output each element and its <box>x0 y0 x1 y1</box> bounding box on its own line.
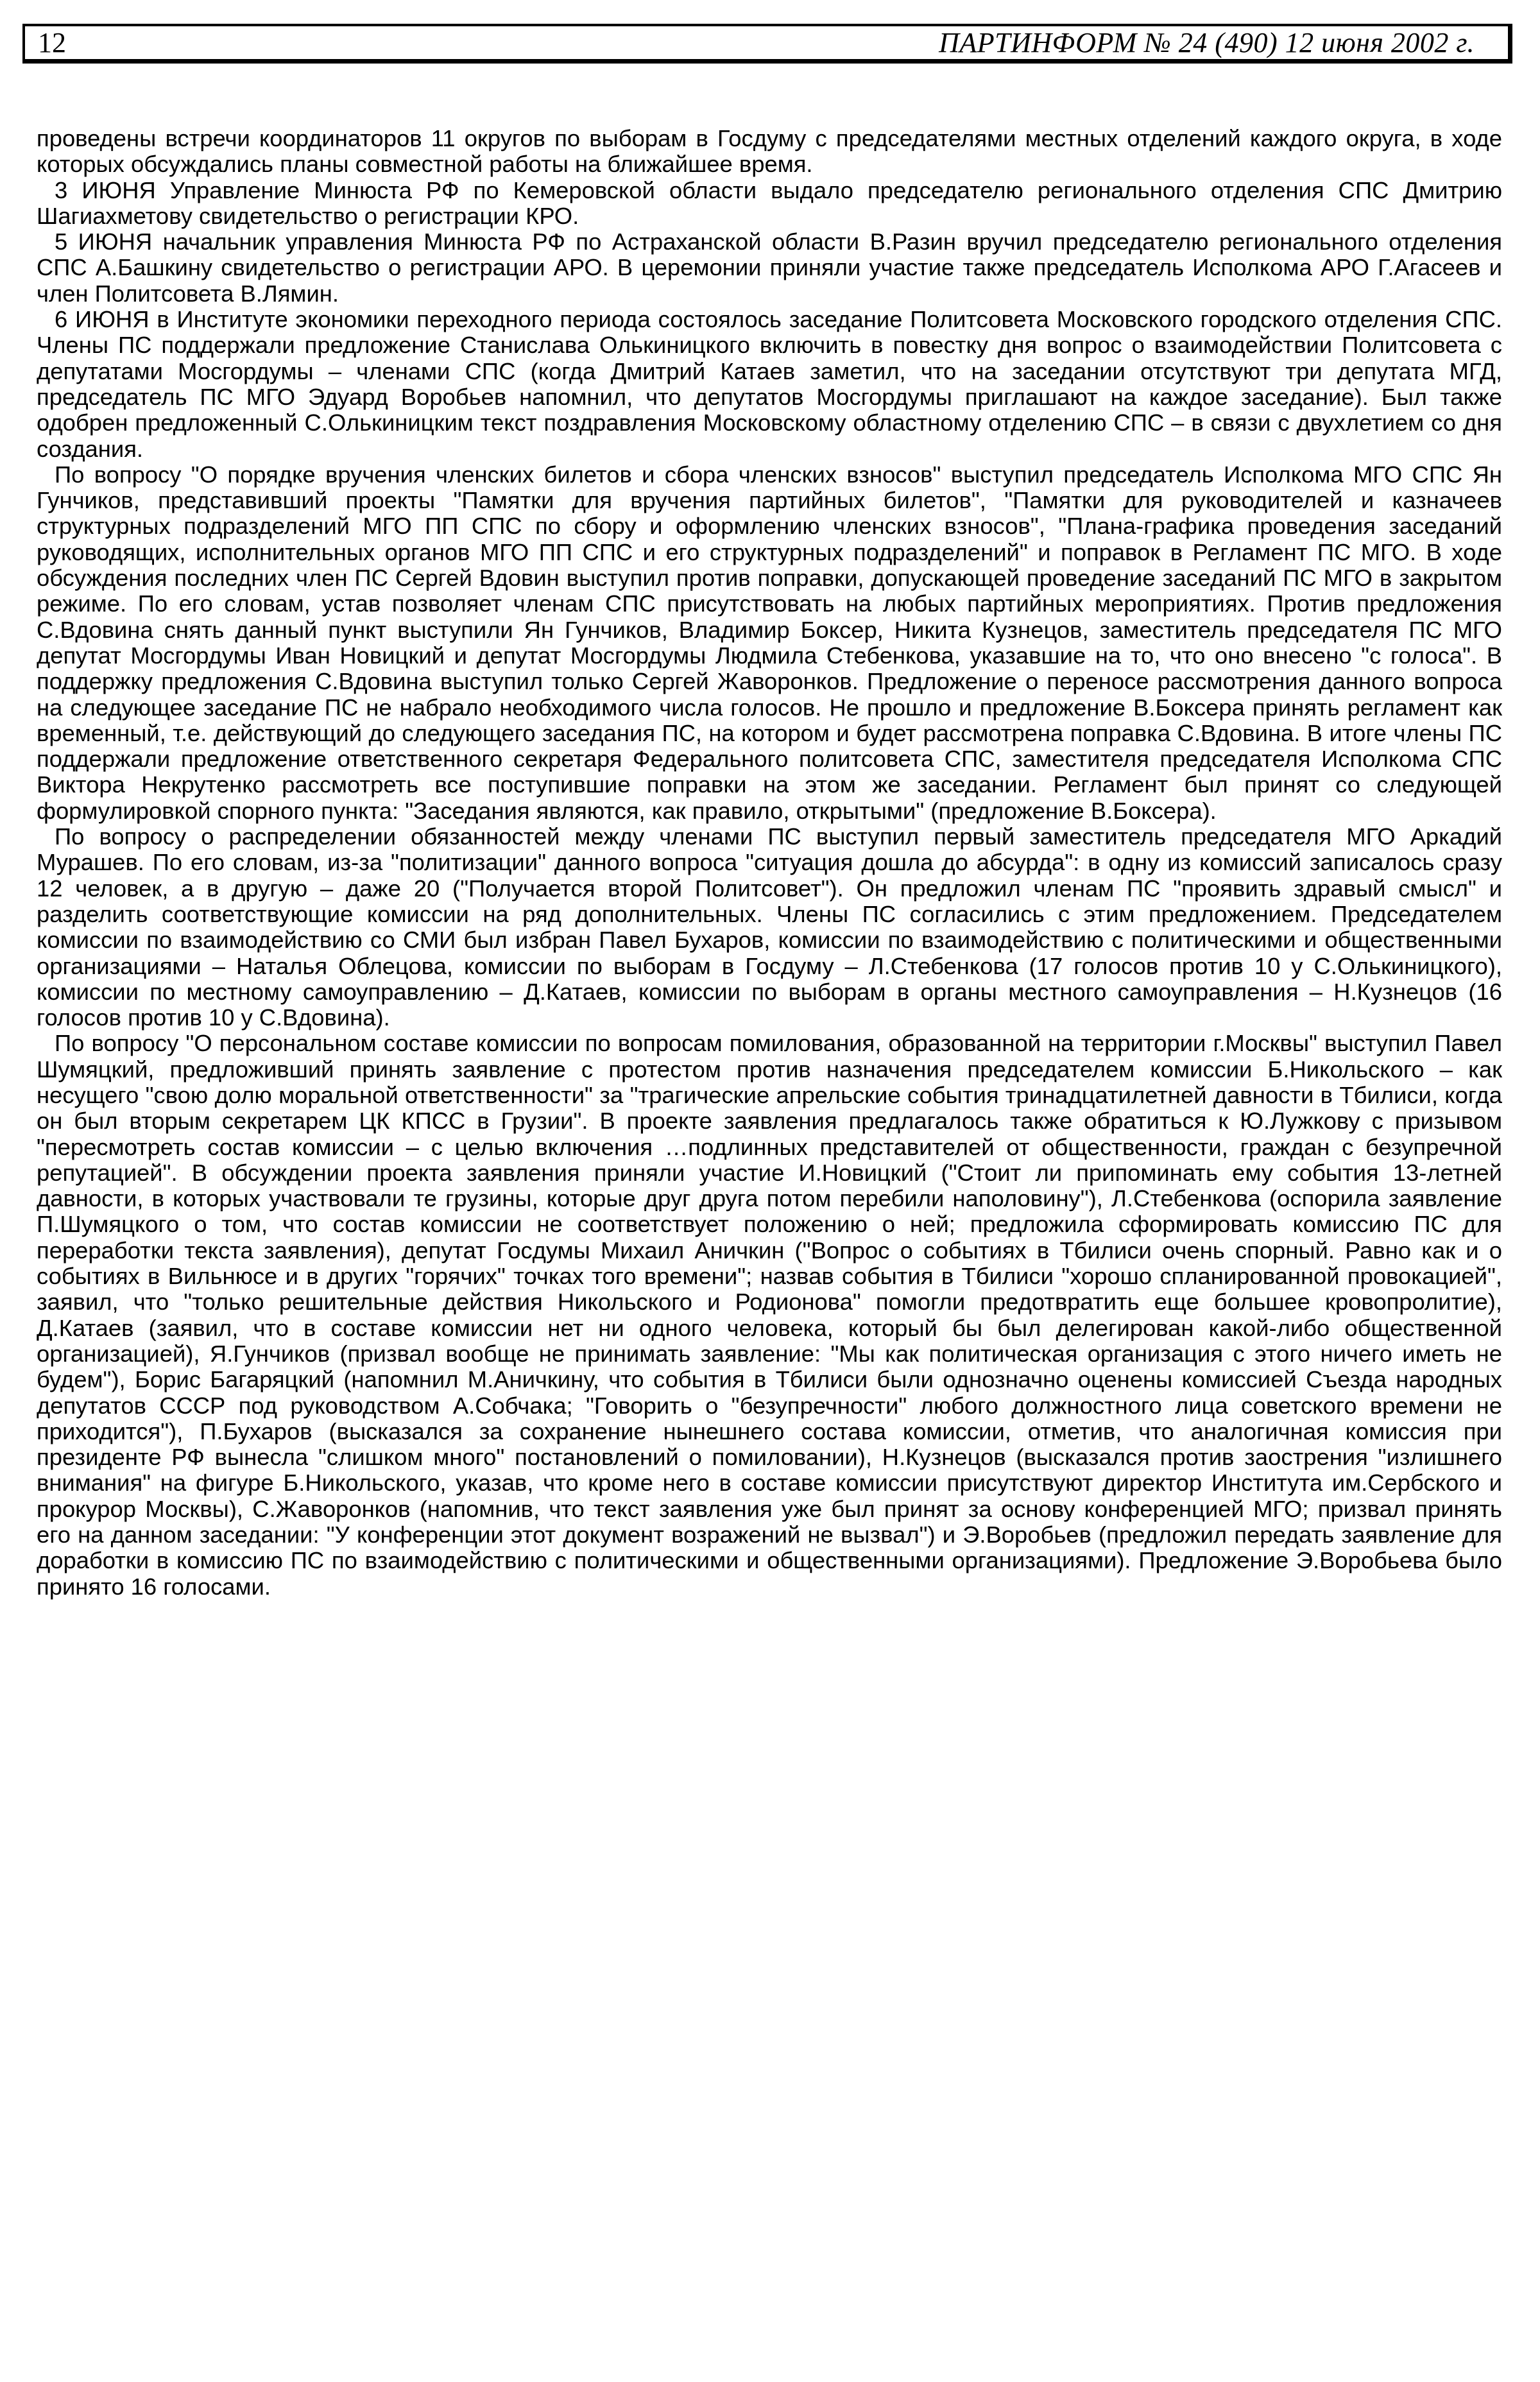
paragraph: 5 ИЮНЯ начальник управления Минюста РФ по Астраханской области В.Разин вручил председателю регионального отделения СПС А.Башкину свидетельство о регистрации АРО. В церемонии приняли участие также председатель Исполкома АРО Г.Агасеев и член Политсовета В.Лямин. <box>37 228 1502 307</box>
paragraph: проведены встречи координаторов 11 округов по выборам в Госдуму с председателями местных отделений каждого округа, в ходе которых обсуждались планы совместной работы на ближайшее время. <box>37 125 1502 178</box>
paragraph: По вопросу "О порядке вручения членских билетов и сбора членских взносов" выступил председатель Исполкома МГО СПС Ян Гунчиков, представивший проекты "Памятки для вручения партийных билетов", "Памятки для руководителей и казначеев структурных подразделений МГО ПП СПС по сбору и оформлению членских взносов", "Плана-графика проведения заседаний руководящих, исполнительных органов МГО ПП СПС и его структурных подразделений" и поправок в Регламент ПС МГО. В ходе обсуждения последних член ПС Сергей Вдовин выступил против поправки, допускающей проведение заседаний ПС МГО в закрытом режиме. По его словам, устав позволяет членам СПС присутствовать на любых партийных мероприятиях. Против предложения С.Вдовина снять данный пункт выступили Ян Гунчиков, Владимир Боксер, Никита Кузнецов, заместитель председателя ПС МГО депутат Мосгордумы Иван Новицкий и депутат Мосгордумы Людмила Стебенкова, указавшие на то, что оно внесено "с голоса". В поддержку предложения С.Вдовина выступил только Сергей Жаворонков. Предложение о переносе рассмотрения данного вопроса на следующее заседание ПС не набрало необходимого числа голосов. Не прошло и предложение В.Боксера принять регламент как временный, т.е. действующий до следующего заседания ПС, на котором и будет рассмотрена поправка С.Вдовина. В итоге члены ПС поддержали предложение ответственного секретаря Федерального политсовета СПС, заместителя председателя Исполкома СПС Виктора Некрутенко рассмотреть все поступившие поправки на этом же заседании. Регламент был принят со следующей формулировкой спорного пункта: "Заседания являются, как правило, открытыми" (предложение В.Боксера). <box>37 461 1502 824</box>
paragraph: 3 ИЮНЯ Управление Минюста РФ по Кемеровской области выдало председателю регионального отделения СПС Дмитрию Шагиахметову свидетельство о регистрации КРО. <box>37 176 1502 229</box>
page-header <box>22 24 1512 64</box>
article-body <box>37 126 1502 1600</box>
issue-title: ПАРТИНФОРМ № 24 (490) 12 июня 2002 г. <box>939 26 1475 58</box>
paragraph: По вопросу "О персональном составе комиссии по вопросам помилования, образованной на территории г.Москвы" выступил Павел Шумяцкий, предложивший принять заявление с протестом против назначения председателем комиссии Б.Никольского – как несущего "свою долю моральной ответственности" за "трагические апрельские события тринадцатилетней давности в Тбилиси, когда он был вторым секретарем ЦК КПСС в Грузии". В проекте заявления предлагалось также обратиться к Ю.Лужкову с призывом "пересмотреть состав комиссии – с целью включения …подлинных представителей от общественности, граждан с безупречной репутацией". В обсуждении проекта заявления приняли участие И.Новицкий ("Стоит ли припоминать ему события 13-летней давности, в которых участвовали те грузины, которые друг друга потом перебили наполовину"), Л.Стебенкова (оспорила заявление П.Шумяцкого о том, что состав комиссии не соответствует положению о ней; предложила сформировать комиссию ПС для переработки текста заявления), депутат Госдумы Михаил Аничкин ("Вопрос о событиях в Тбилиси очень спорный. Равно как и о событиях в Вильнюсе и в других "горячих" точках того времени"; назвав события в Тбилиси "хорошо спланированной провокацией", заявил, что "только решительные действия Никольского и Родионова" помогли предотвратить еще большее кровопролитие), Д.Катаев (заявил, что в составе комиссии нет ни одного человека, который бы был делегирован какой-либо общественной организацией), Я.Гунчиков (призвал вообще не принимать заявление: "Мы как политическая организация с этого ничего иметь не будем"), Борис Багаряцкий (напомнил М.Аничкину, что события в Тбилиси были однозначно оценены комиссией Съезда народных депутатов СССР под руководством А.Собчака; "Говорить о "безупречности" любого должностного лица советского времени не приходится"), П.Бухаров (высказался за сохранение нынешнего состава комиссии, отметив, что аналогичная комиссия при президенте РФ вынесла "слишком много" постановлений о помиловании), Н.Кузнецов (высказался против заострения "излишнего внимания" на фигуре Б.Никольского, указав, что кроме него в составе комиссии присутствуют директор Института им.Сербского и прокурор Москвы), С.Жаворонков (напомнив, что текст заявления уже был принят за основу конференцией МГО; призвал принять его на данном заседании: "У конференции этот документ возражений не вызвал") и Э.Воробьев (предложил передать заявление для доработки в комиссию ПС по взаимодействию с политическими и общественными организациями). Предложение Э.Воробьева было принято 16 голосами. <box>37 1030 1502 1600</box>
paragraph: 6 ИЮНЯ в Институте экономики переходного периода состоялось заседание Политсовета Московского городского отделения СПС. Члены ПС поддержали предложение Станислава Олькиницкого включить в повестку дня вопрос о взаимодействии Политсовета с депутатами Мосгордумы – членами СПС (когда Дмитрий Катаев заметил, что на заседании отсутствуют три депутата МГД, председатель ПС МГО Эдуард Воробьев напомнил, что депутатов Мосгордумы приглашают на каждое заседание). Был также одобрен предложенный С.Олькиницким текст поздравления Московскому областному отделению СПС – в связи с двухлетием со дня создания. <box>37 306 1502 462</box>
page-number: 12 <box>38 26 66 58</box>
paragraph: По вопросу о распределении обязанностей между членами ПС выступил первый заместитель председателя МГО Аркадий Мурашев. По его словам, из-за "политизации" данного вопроса "ситуация дошла до абсурда": в одну из комиссий записалось сразу 12 человек, а в другую – даже 20 ("Получается второй Политсовет"). Он предложил членам ПС "проявить здравый смысл" и разделить соответствующие комиссии на ряд дополнительных. Члены ПС согласились с этим предложением. Председателем комиссии по взаимодействию со СМИ был избран Павел Бухаров, комиссии по взаимодействию с политическими и общественными организациями – Наталья Облецова, комиссии по выборам в Госдуму – Л.Стебенкова (17 голосов против 10 у С.Олькиницкого), комиссии по местному самоуправлению – Д.Катаев, комиссии по выборам в органы местного самоуправления – Н.Кузнецов (16 голосов против 10 у С.Вдовина). <box>37 823 1502 1031</box>
